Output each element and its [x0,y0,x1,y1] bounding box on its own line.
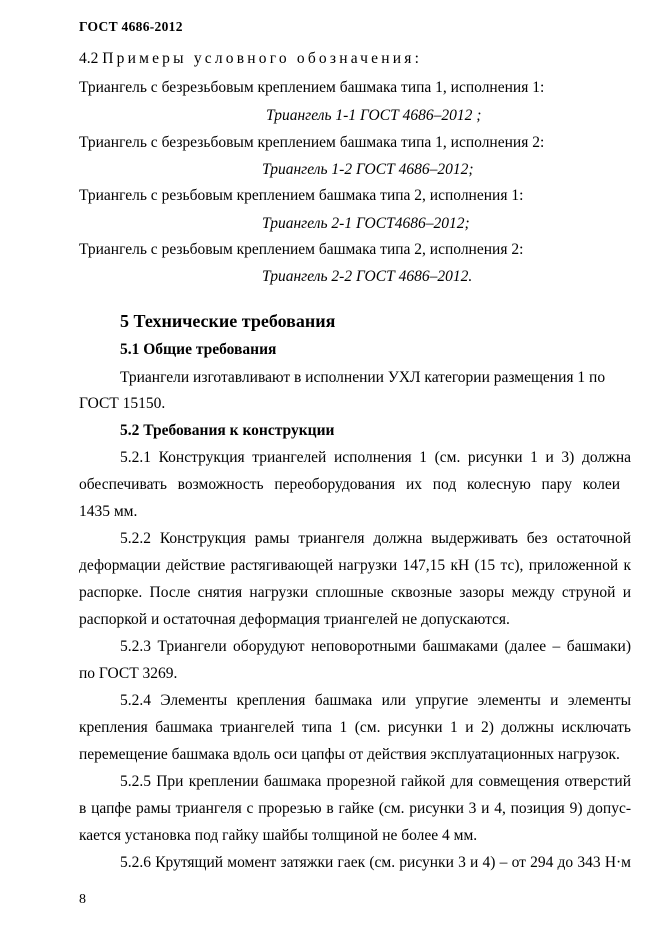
p526-line-1: 5.2.6 Крутящий момент затяжки гаек (см. рисунки 3 и 4) – от 294 до 343 Н·м [120,854,631,871]
example-designation-4: Триангель 2-2 ГОСТ 4686–2012. [262,268,473,285]
p525-line-3: кается установка под гайку шайбы толщиной не более 4 мм. [79,827,478,844]
example-text-3: Триангель с резьбовым креплением башмака типа 2, исполнения 1: [79,187,524,204]
page-number: 8 [79,892,86,907]
p521-line-3: 1435 мм. [79,503,138,520]
section-5-title: 5 Технические требования [120,311,336,331]
p523-line-2: по ГОСТ 3269. [79,665,178,682]
example-designation-2: Триангель 1-2 ГОСТ 4686–2012; [262,161,474,178]
section-5-1-title: 5.1 Общие требования [120,341,277,358]
p524-line-2: крепления башмака триангелей типа 1 (см. рисунки 1 и 2) должны исключать [79,719,631,736]
p521-line-1: 5.2.1 Конструкция триангелей исполнения 1 (см. рисунки 1 и 3) должна [120,449,631,466]
p522-line-4: распоркой и остаточная деформация триангелей не допускаются. [79,611,510,628]
examples-intro [79,50,419,68]
p522-line-3: распорке. После снятия нагрузки сплошные сквозные зазоры между струной и [79,584,631,601]
p522-line-2: деформации действие растягивающей нагрузки 147,15 кН (15 тс), приложенной к [79,557,631,574]
p522-line-1: 5.2.2 Конструкция рамы триангеля должна выдерживать без остаточной [120,530,631,547]
examples-intro-spaced: Примеры условного обозначения [102,50,415,67]
example-designation-1: Триангель 1-1 ГОСТ 4686–2012 ; [266,107,482,124]
document-header: ГОСТ 4686-2012 [79,19,183,34]
s51-line-1: Триангели изготавливают в исполнении УХЛ категории размещения 1 по [120,369,606,386]
section-5-2-title: 5.2 Требования к конструкции [120,422,335,439]
examples-intro-colon: : [414,50,419,67]
p525-line-2: в цапфе рамы триангеля с прорезью в гайке (см. рисунки 3 и 4, позиция 9) допус- [79,800,631,817]
example-text-4: Триангель с резьбовым креплением башмака типа 2, исполнения 2: [79,241,524,258]
s51-line-2: ГОСТ 15150. [79,395,166,412]
p525-line-1: 5.2.5 При креплении башмака прорезной гайкой для совмещения отверстий [120,773,631,790]
examples-intro-number: 4.2 [79,50,99,67]
p524-line-3: перемещение башмака вдоль оси цапфы от действия эксплуатационных нагрузок. [79,746,620,763]
example-designation-3: Триангель 2-1 ГОСТ4686–2012; [262,215,470,232]
example-text-2: Триангель с безрезьбовым креплением башмака типа 1, исполнения 2: [79,134,545,151]
example-text-1: Триангель с безрезьбовым креплением башмака типа 1, исполнения 1: [79,79,545,96]
p521-line-2: обеспечивать возможность переоборудования их под колесную пару колеи [79,476,620,493]
p524-line-1: 5.2.4 Элементы крепления башмака или упругие элементы и элементы [120,692,631,709]
p523-line-1: 5.2.3 Триангели оборудуют неповоротными башмаками (далее – башмаки) [120,638,631,655]
